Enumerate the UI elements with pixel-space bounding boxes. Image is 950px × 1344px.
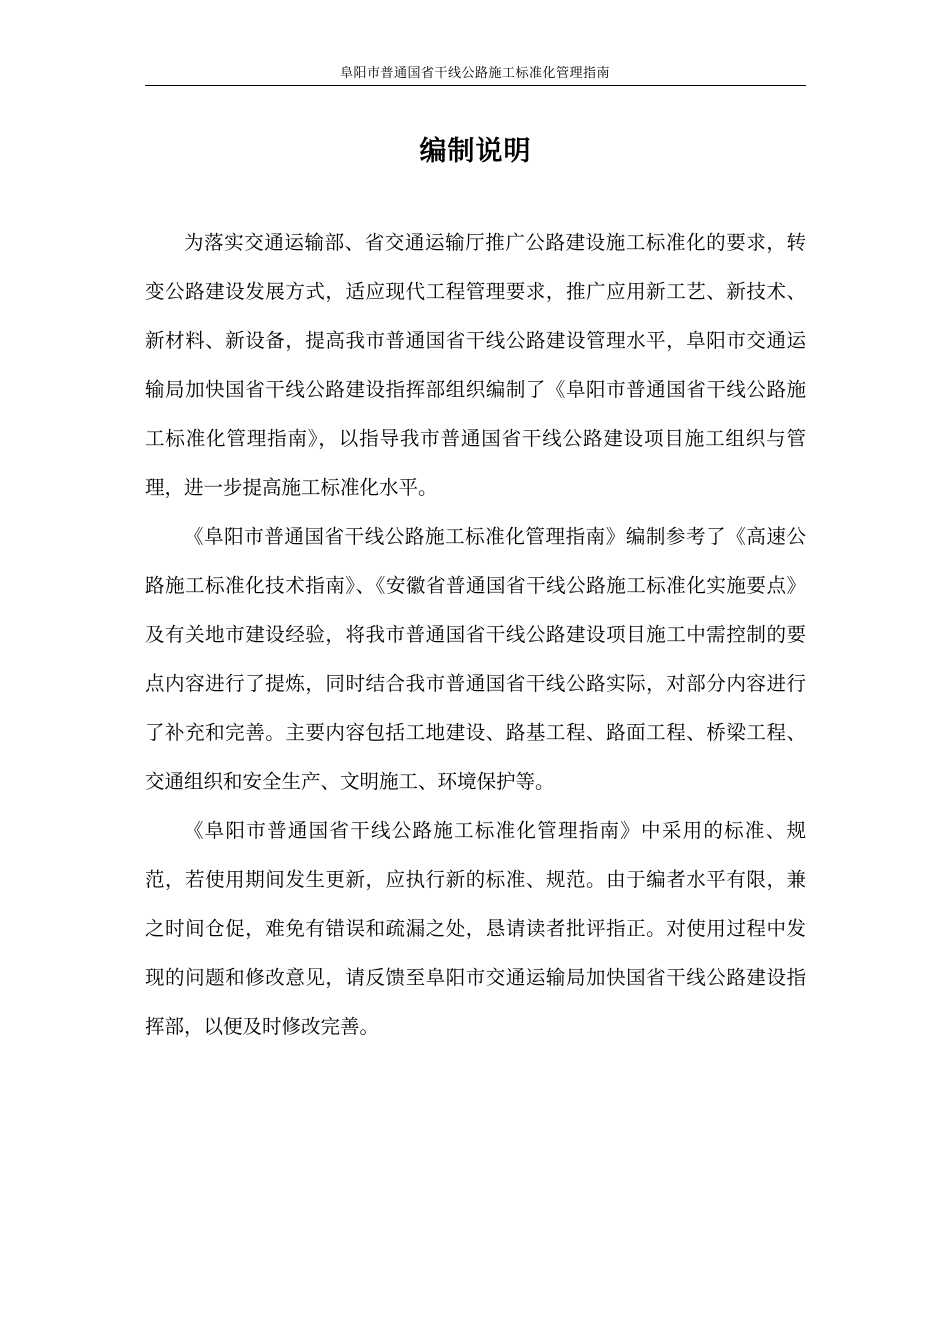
paragraph-1: 为落实交通运输部、省交通运输厅推广公路建设施工标准化的要求，转变公路建设发展方式，适应现代工程管理要求，推广应用新工艺、新技术、新材料、新设备，提高我市普通国省干线公路建设管理水平，阜阳市交通运输局加快国省干线公路建设指挥部组织编制了《阜阳市普通国省干线公路施工标准化管理指南》，以指导我市普通国省干线公路建设项目施工组织与管理，进一步提高施工标准化水平。: [145, 231, 806, 499]
body-text: [145, 218, 806, 1051]
running-header: 阜阳市普通国省干线公路施工标准化管理指南: [339, 66, 610, 81]
paragraph-2: 《阜阳市普通国省干线公路施工标准化管理指南》编制参考了《高速公路施工标准化技术指南》、《安徽省普通国省干线公路施工标准化实施要点》及有关地市建设经验，将我市普通国省干线公路建设项目施工中需控制的要点内容进行了提炼，同时结合我市普通国省干线公路实际，对部分内容进行了补充和完善。主要内容包括工地建设、路基工程、路面工程、桥梁工程、交通组织和安全生产、文明施工、环境保护等。: [145, 525, 806, 793]
page-title: 编制说明: [419, 136, 532, 167]
paragraph-3: 《阜阳市普通国省干线公路施工标准化管理指南》中采用的标准、规范，若使用期间发生更新，应执行新的标准、规范。由于编者水平有限，兼之时间仓促，难免有错误和疏漏之处，恳请读者批评指正。对使用过程中发现的问题和修改意见，请反馈至阜阳市交通运输局加快国省干线公路建设指挥部，以便及时修改完善。: [145, 819, 806, 1038]
header-rule: [145, 85, 806, 86]
